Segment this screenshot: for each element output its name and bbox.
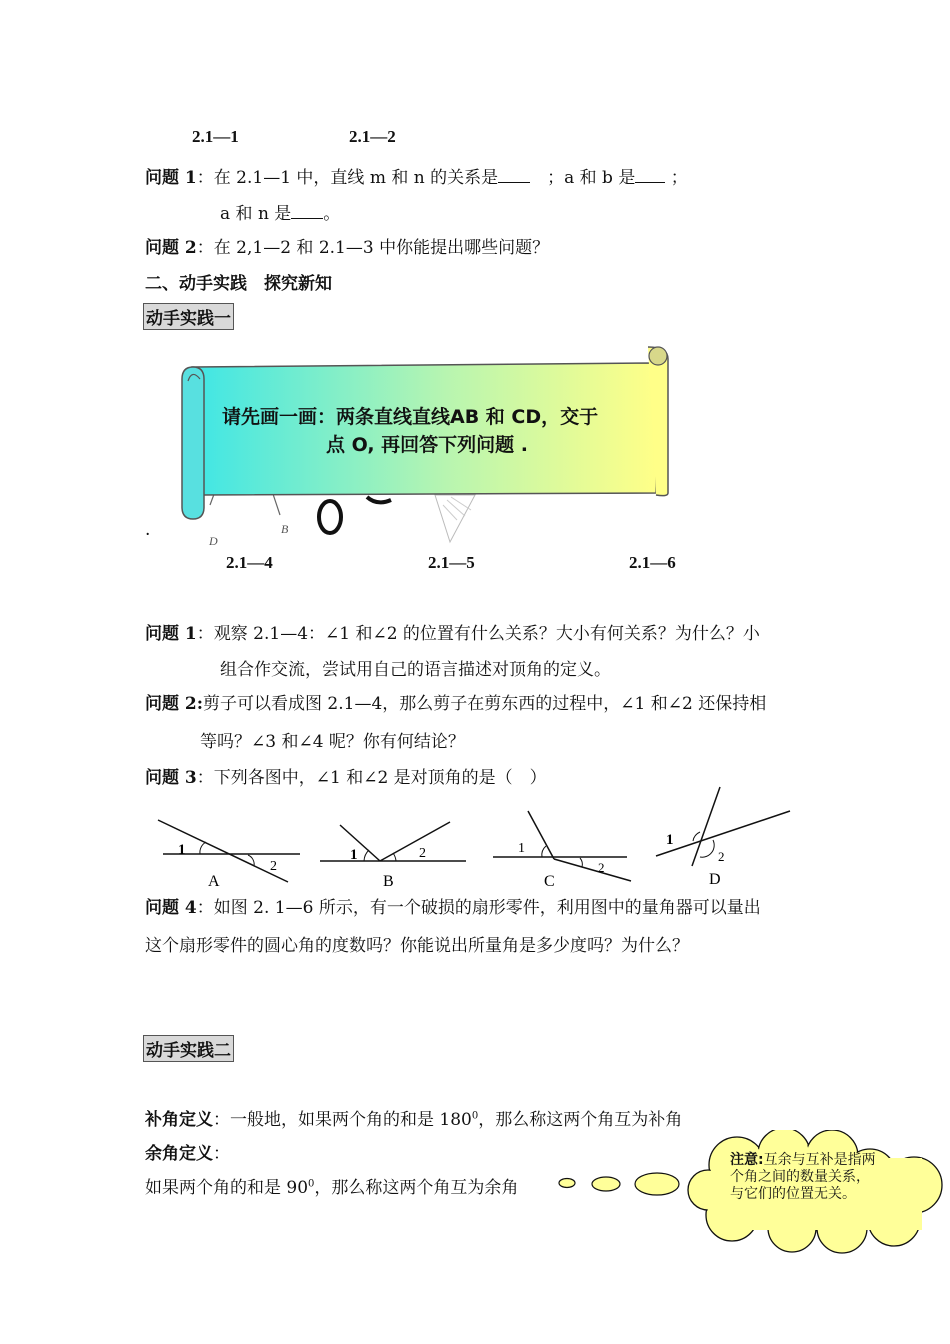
practice-question-1-line2: 组合作交流，尝试用自己的语言描述对顶角的定义。: [220, 660, 611, 680]
svg-text:D: D: [209, 534, 218, 548]
angle-figure-d: [656, 787, 790, 888]
angle-figure-a: [158, 820, 300, 890]
supplementary-definition: 补角定义：一般地，如果两个角的和是 $180^0$，那么称这两个角互为补角: [145, 1110, 683, 1130]
stray-dot: ·: [145, 525, 151, 545]
svg-text:2: 2: [598, 860, 605, 875]
svg-text:B: B: [281, 522, 289, 536]
answer-blank[interactable]: [498, 182, 530, 183]
svg-text:1: 1: [178, 842, 186, 858]
practice-question-2: 问题 2:剪子可以看成图 2.1—4，那么剪子在剪东西的过程中，∠1 和∠2 还保持相: [145, 694, 767, 714]
angle-figures: [150, 780, 810, 892]
svg-text:2: 2: [718, 849, 725, 864]
figure-label-2-1-1: 2.1—1: [192, 127, 239, 146]
angle-figure-b: [320, 822, 466, 890]
section-heading: 二、动手实践 探究新知: [145, 274, 332, 294]
svg-text:1: 1: [518, 841, 525, 856]
practice-question-1: 问题 1：观察 2.1—4：∠1 和∠2 的位置有什么关系？大小有何关系？为什么？小: [145, 624, 760, 644]
svg-text:1: 1: [350, 847, 358, 863]
svg-text:A: A: [208, 873, 220, 890]
angle-figure-c: [493, 811, 631, 890]
svg-text:1: 1: [666, 832, 674, 848]
complementary-definition-label: 余角定义：: [145, 1144, 230, 1164]
practice-question-4: 问题 4：如图 2. 1—6 所示，有一个破损的扇形零件，利用图中的量角器可以量出: [145, 898, 761, 918]
practice-question-2-line2: 等吗？∠3 和∠4 呢？你有何结论？: [200, 732, 465, 752]
intro-question-1: 问题 1：在 2.1—1 中，直线 m 和 n 的关系是 ；a 和 b 是 ；: [145, 168, 688, 188]
figure-label-2-1-5: 2.1—5: [428, 553, 475, 572]
practice-one-label: 动手实践一: [143, 303, 234, 330]
svg-text:C: C: [544, 873, 555, 890]
practice-two-label: 动手实践二: [143, 1035, 234, 1062]
svg-text:2: 2: [270, 859, 277, 874]
figure-label-2-1-4: 2.1—4: [226, 553, 273, 572]
svg-text:D: D: [709, 871, 721, 888]
note-text: 注意:互余与互补是指两个角之间的数量关系，与它们的位置无关。: [730, 1152, 876, 1202]
answer-blank[interactable]: [291, 218, 323, 219]
practice-question-3: 问题 3：下列各图中，∠1 和∠2 是对顶角的是（ ）: [145, 768, 547, 788]
figure-label-2-1-6: 2.1—6: [629, 553, 676, 572]
figure-label-2-1-2: 2.1—2: [349, 127, 396, 146]
practice-question-4-line2: 这个扇形零件的圆心角的度数吗？你能说出所量角是多少度吗？为什么？: [145, 936, 689, 956]
intro-question-1-line2: a 和 n 是 。: [220, 204, 341, 224]
intro-question-2: 问题 2：在 2,1—2 和 2.1—3 中你能提出哪些问题？: [145, 238, 550, 258]
svg-text:2: 2: [419, 846, 426, 861]
svg-text:B: B: [383, 873, 394, 890]
scroll-text-line2: 点 O, 再回答下列问题 .: [326, 434, 529, 456]
complementary-definition: 如果两个角的和是 $90^0$，那么称这两个角互为余角: [145, 1178, 519, 1198]
answer-blank[interactable]: [635, 182, 665, 183]
question-label: 问题 1: [145, 168, 197, 188]
scroll-text-line1: 请先画一画：两条直线直线AB 和 CD，交于: [222, 406, 599, 428]
